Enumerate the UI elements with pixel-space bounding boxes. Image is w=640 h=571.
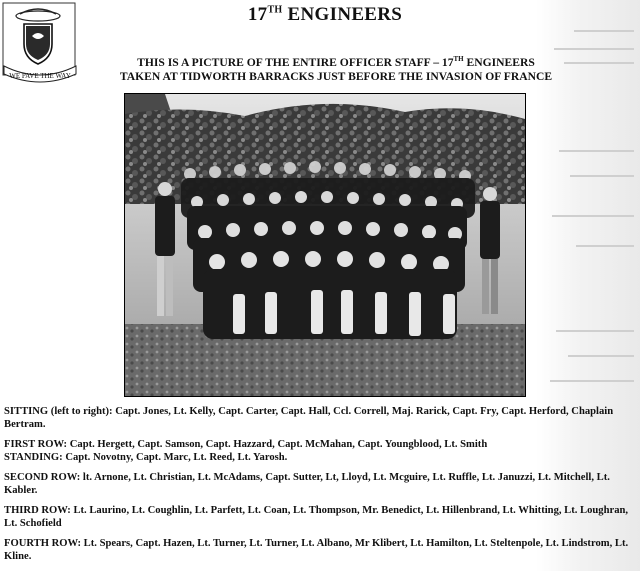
names-list — [4, 405, 638, 570]
row-third: THIRD ROW: Lt. Laurino, Lt. Coughlin, Lt. Parfett, Lt. Coan, Lt. Thompson, Mr. Benedict, Lt. Hillenbrand, Lt. Whitting, Lt. Loughran, Lt. Schofield — [4, 505, 629, 529]
svg-text:WE PAVE THE WAY: WE PAVE THE WAY — [9, 72, 71, 80]
row-second: SECOND ROW: lt. Arnone, Lt. Christian, Lt. McAdams, Capt. Sutter, Lt, Lloyd, Lt. Mcguire, Lt. Ruffle, Lt. Januzzi, Lt. Mitchell, Lt. Kabler. — [4, 472, 610, 496]
group-photograph — [124, 93, 526, 397]
row-fourth: FOURTH ROW: Lt. Spears, Capt. Hazen, Lt. Turner, Lt. Turner, Lt. Albano, Mr Klibert, Lt. Hamilton, Lt. Steltenpole, Lt. Lindstrom, Lt. Kline. — [4, 538, 629, 562]
photo-caption: THIS IS A PICTURE OF THE ENTIRE OFFICER STAFF – 17TH ENGINEERS TAKEN AT TIDWORTH BARRACKS JUST BEFORE THE INVASION OF FRANCE — [119, 55, 553, 83]
row-standing: STANDING: Capt. Novotny, Capt. Marc, Lt. Reed, Lt. Yarosh. — [4, 452, 288, 463]
row-first: FIRST ROW: Capt. Hergett, Capt. Samson, Capt. Hazzard, Capt. McMahan, Capt. Youngblood, Lt. Smith — [4, 439, 488, 450]
page-title: 17TH ENGINEERS — [247, 4, 403, 25]
row-sitting: SITTING (left to right): Capt. Jones, Lt. Kelly, Capt. Carter, Capt. Hall, Ccl. Correll, Maj. Rarick, Capt. Fry, Capt. Herford, Chaplain Bertram. — [4, 406, 614, 430]
unit-crest-icon — [2, 2, 86, 84]
